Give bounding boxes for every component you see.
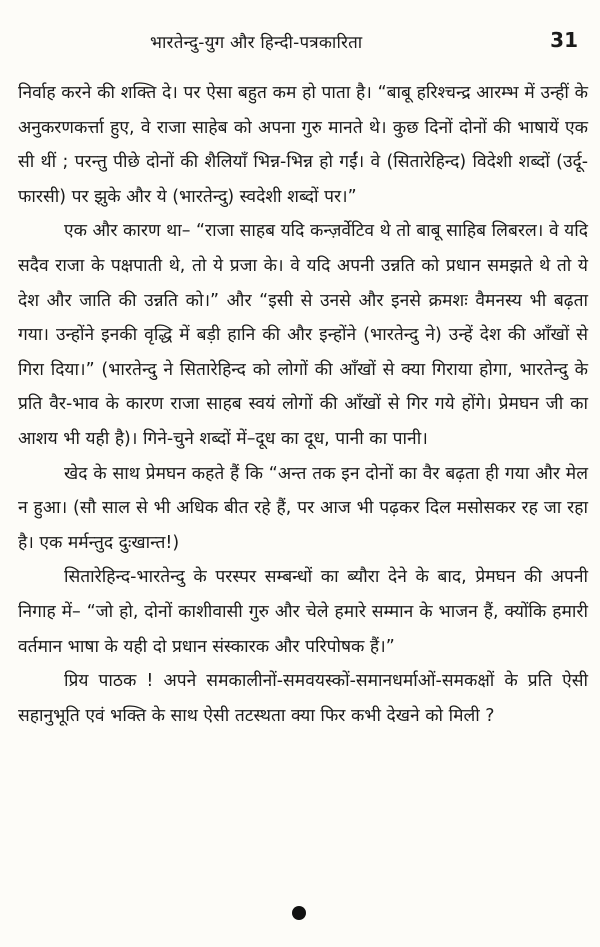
running-title: भारतेन्दु-युग और हिन्दी-पत्रकारिता (150, 33, 363, 53)
paragraph-1: निर्वाह करने की शक्ति दे। पर ऐसा बहुत कम हो पाता है। “बाबू हरिश्चन्द्र आरम्भ में उन्हीं के अनुकरणकर्त्ता हुए, वे राजा साहेब को अपना गुरु मानते थे। कुछ दिनों दोनों की भाषायें एक सी थीं ; परन्तु पीछे दोनों की शैलियाँ भिन्न-भिन्न हो गईं। वे (सितारेहिन्द) विदेशी शब्दों (उर्दू-फारसी) पर झुके और ये (भारतेन्दु) स्वदेशी शब्दों पर।” (18, 83, 588, 207)
section-end-bullet (292, 906, 306, 920)
page-number: 31 (550, 28, 578, 52)
paragraph-2: एक और कारण था– “राजा साहब यदि कन्ज़र्वेटिव थे तो बाबू साहिब लिबरल। वे यदि सदैव राजा के पक्षपाती थे, तो ये प्रजा के। वे यदि अपनी उन्नति को प्रधान समझते थे तो ये देश और जाति की उन्नति को।” और “इसी से उनसे और इनसे क्रमशः वैमनस्य भी बढ़ता गया। उन्होंने इनकी वृद्धि में बड़ी हानि की और इन्होंने (भारतेन्दु ने) उन्हें देश की आँखों से गिरा दिया।” (भारतेन्दु ने सितारेहिन्द को लोगों की आँखों से क्या गिराया होगा, भारतेन्दु के प्रति वैर-भाव के कारण राजा साहब स्वयं लोगों की आँखों से गिर गये होंगे। प्रेमघन जी का आशय भी यही है)। गिने-चुने शब्दों में–दूध का दूध, पानी का पानी। (18, 221, 588, 449)
paragraph-3: खेद के साथ प्रेमघन कहते हैं कि “अन्त तक इन दोनों का वैर बढ़ता ही गया और मेल न हुआ। (सौ साल से भी अधिक बीत रहे हैं, पर आज भी पढ़कर दिल मसोसकर रह जा रहा है। एक मर्मन्तुद दुःखान्त!) (18, 463, 588, 553)
paragraph-5: प्रिय पाठक ! अपने समकालीनों-समवयस्कों-समानधर्माओं-समकक्षों के प्रति ऐसी सहानुभूति एवं भक्ति के साथ ऐसी तटस्थता क्या फिर कभी देखने को मिली ? (18, 671, 588, 726)
running-header (0, 30, 600, 56)
paragraph-4: सितारेहिन्द-भारतेन्दु के परस्पर सम्बन्धों का ब्यौरा देने के बाद, प्रेमघन की अपनी निगाह में– “जो हो, दोनों काशीवासी गुरु और चेले हमारे सम्मान के भाजन हैं, क्योंकि हमारी वर्तमान भाषा के यही दो प्रधान संस्कारक और परिपोषक हैं।” (18, 567, 588, 657)
body-text (18, 76, 588, 733)
